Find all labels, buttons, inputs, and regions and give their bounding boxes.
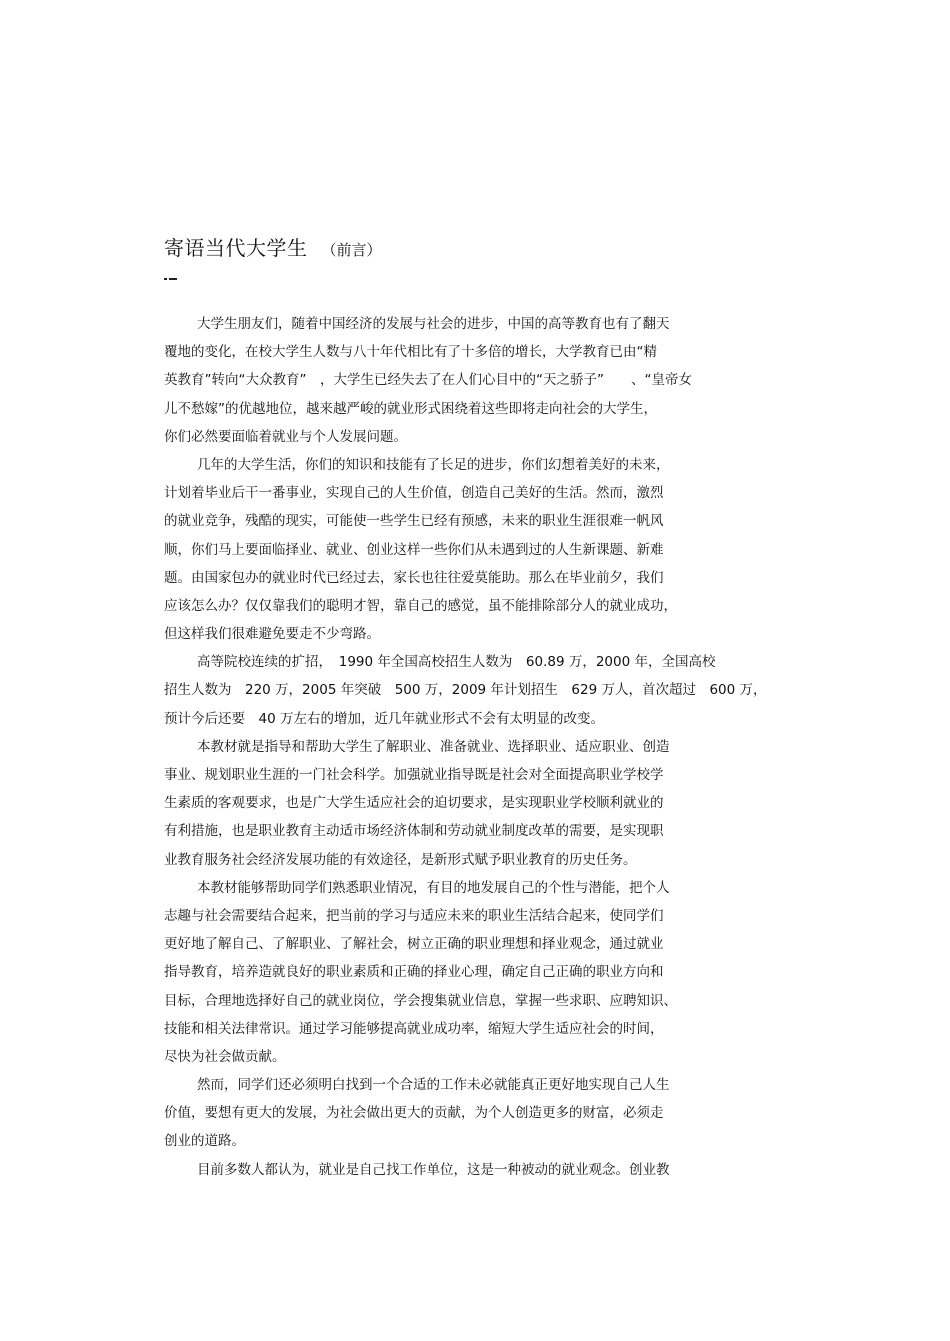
title-dash-mark: [164, 277, 177, 281]
text-line: 儿不愁嫁”的优越地位，越来越严峻的就业形式困绕着这些即将走向社会的大学生，: [164, 400, 657, 417]
text-line: 更好地了解自己、了解职业、了解社会，树立正确的职业理想和择业观念，通过就业: [164, 936, 664, 953]
text-line: 技能和相关法律常识。通过学习能够提高就业成功率，缩短大学生适应社会的时间，: [164, 1020, 664, 1037]
text-line: 顺，你们马上要面临择业、就业、创业这样一些你们从未遇到过的人生新课题、新难: [164, 541, 664, 558]
page-title: 寄语当代大学生: [164, 236, 308, 260]
text-line: 本教材能够帮助同学们熟悉职业情况，有目的地发展自己的个性与潜能，把个人: [197, 879, 670, 896]
text-line: 指导教育，培养造就良好的职业素质和正确的择业心理，确定自己正确的职业方向和: [164, 964, 664, 981]
text-line: 几年的大学生活，你们的知识和技能有了长足的进步，你们幻想着美好的未来，: [197, 456, 670, 473]
text-line: 尽快为社会做贡献。: [164, 1048, 286, 1065]
text-line: 大学生朋友们，随着中国经济的发展与社会的进步，中国的高等教育也有了翻天: [197, 316, 670, 332]
title-row: [164, 235, 382, 261]
text-line: 应该怎么办？仅仅靠我们的聪明才智，靠自己的感觉，虽不能排除部分人的就业成功，: [164, 597, 677, 614]
text-line: 计划着毕业后干一番事业，实现自己的人生价值，创造自己美好的生活。然而，激烈: [164, 485, 664, 502]
body-text: [164, 310, 784, 1184]
text-line: 高等院校连续的扩招， 1990 年全国高校招生人数为 60.89 万，2000 年，全国高校: [197, 654, 716, 671]
text-line: 目标，合理地选择好自己的就业岗位，学会搜集就业信息，掌握一些求职、应聘知识、: [164, 992, 677, 1009]
text-line: 然而，同学们还必须明白找到一个合适的工作未必就能真正更好地实现自己人生: [197, 1077, 670, 1094]
text-line: 预计今后还要 40 万左右的增加，近几年就业形式不会有太明显的改变。: [164, 710, 604, 727]
text-line: 有利措施，也是职业教育主动适市场经济体制和劳动就业制度改革的需要，是实现职: [164, 823, 664, 840]
text-line: 但这样我们很难避免要走不少弯路。: [164, 626, 380, 643]
text-line: 题。由国家包办的就业时代已经过去，家长也往往爱莫能助。那么在毕业前夕，我们: [164, 569, 664, 586]
text-line: 业教育服务社会经济发展功能的有效途径，是新形式赋予职业教育的历史任务。: [164, 851, 637, 868]
text-line: 生素质的客观要求，也是广大学生适应社会的迫切要求，是实现职业学校顺利就业的: [164, 795, 664, 812]
text-line: 招生人数为 220 万，2005 年突破 500 万，2009 年计划招生 629 万人，首次超过 600 万，: [164, 682, 767, 699]
page-subtitle: （前言）: [321, 241, 382, 259]
text-line: 创业的道路。: [164, 1133, 245, 1150]
text-line: 覆地的变化，在校大学生人数与八十年代相比有了十多倍的增长，大学教育已由“精: [164, 344, 657, 361]
text-line: 英教育”转向“大众教育” ，大学生已经失去了在人们心目中的“天之骄子” 、“皇帝女: [164, 372, 692, 389]
text-line: 志趣与社会需要结合起来，把当前的学习与适应未来的职业生活结合起来，使同学们: [164, 907, 664, 924]
text-line: 你们必然要面临着就业与个人发展问题。: [164, 428, 407, 445]
text-line: 本教材就是指导和帮助大学生了解职业、准备就业、选择职业、适应职业、创造: [197, 738, 670, 755]
text-line: 目前多数人都认为，就业是自己找工作单位，这是一种被动的就业观念。创业教: [197, 1161, 670, 1178]
text-line: 的就业竞争，残酷的现实，可能使一些学生已经有预感，未来的职业生涯很难一帆风: [164, 513, 664, 530]
text-line: 价值，要想有更大的发展，为社会做出更大的贡献，为个人创造更多的财富，必须走: [164, 1105, 664, 1122]
text-line: 事业、规划职业生涯的一门社会科学。加强就业指导既是社会对全面提高职业学校学: [164, 767, 664, 783]
